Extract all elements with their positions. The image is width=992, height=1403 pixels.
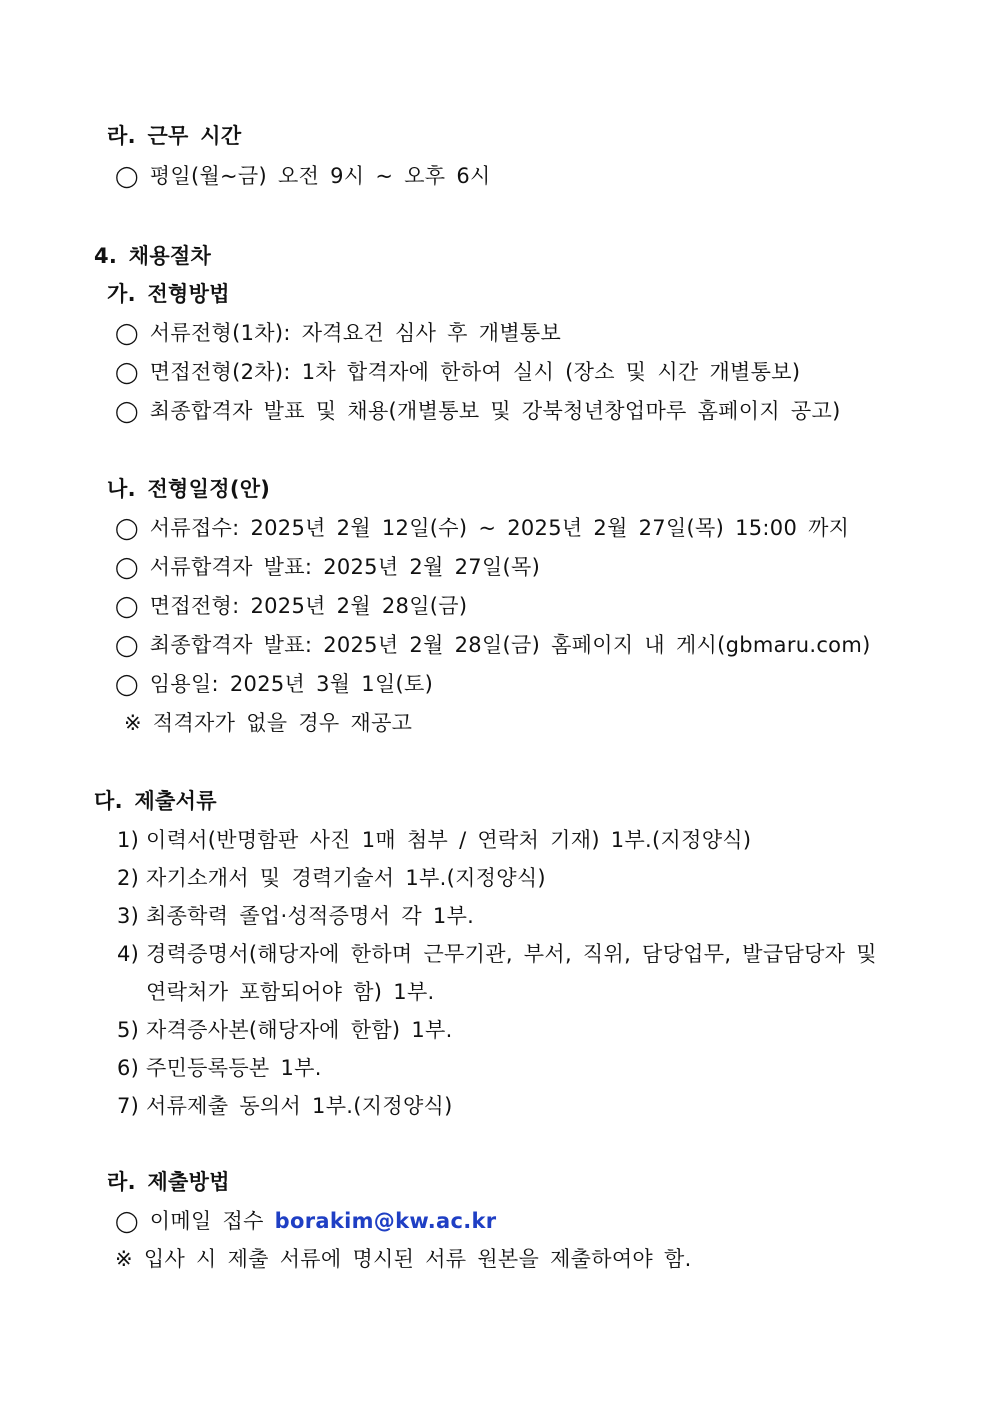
document-item-text: 경력증명서(해당자에 한하며 근무기관, 부서, 직위, 담당업무, 발급담당자 및 [146,942,877,966]
document-item [117,826,751,854]
document-item [117,1054,322,1082]
schedule-item: ◯ 임용일: 2025년 3월 1일(토) [115,672,434,696]
selection-method-item: ◯ 최종합격자 발표 및 채용(개별통보 및 강북청년창업마루 홈페이지 공고) [115,399,841,423]
selection-method-heading: 가. 전형방법 [107,282,230,306]
document-item-text: 주민등록등본 1부. [146,1056,322,1080]
document-item-number: 7) [117,1094,140,1118]
selection-method-item: ◯ 면접전형(2차): 1차 합격자에 한하여 실시 (장소 및 시간 개별통보) [115,360,801,384]
selection-method-item: ◯ 서류전형(1차): 자격요건 심사 후 개별통보 [115,321,562,345]
schedule-note: ※ 적격자가 없을 경우 재공고 [124,711,413,735]
document-item [117,1016,453,1044]
work-hours-heading: 라. 근무 시간 [107,124,242,148]
document-item-number: 2) [117,866,140,890]
schedule-heading: 나. 전형일정(안) [107,477,271,501]
schedule-item: ◯ 서류합격자 발표: 2025년 2월 27일(목) [115,555,541,579]
schedule-item: ◯ 서류접수: 2025년 2월 12일(수) ~ 2025년 2월 27일(목) 15:00 까지 [115,516,850,540]
document-item [117,864,546,892]
document-item-number: 5) [117,1018,140,1042]
document-item-number: 6) [117,1056,140,1080]
submission-email-link[interactable]: borakim@kw.ac.kr [274,1209,497,1233]
document-item-number: 3) [117,904,140,928]
document-item [117,1092,453,1120]
document-item [117,902,474,930]
document-item-text: 최종학력 졸업·성적증명서 각 1부. [146,904,475,928]
section4-heading: 4. 채용절차 [94,244,212,268]
work-hours-item: ◯ 평일(월~금) 오전 9시 ~ 오후 6시 [115,164,491,188]
schedule-item: ◯ 최종합격자 발표: 2025년 2월 28일(금) 홈페이지 내 게시(gbmaru.com) [115,633,871,657]
documents-heading: 다. 제출서류 [94,789,217,813]
submission-note: ※ 입사 시 제출 서류에 명시된 서류 원본을 제출하여야 함. [115,1247,692,1271]
document-item-number: 1) [117,828,140,852]
document-item-text: 자기소개서 및 경력기술서 1부.(지정양식) [146,866,546,890]
schedule-item: ◯ 면접전형: 2025년 2월 28일(금) [115,594,468,618]
document-item [117,940,877,968]
document-item-text: 서류제출 동의서 1부.(지정양식) [146,1094,453,1118]
document-item-text: 이력서(반명함판 사진 1매 첨부 / 연락처 기재) 1부.(지정양식) [146,828,752,852]
document-item-continuation: 연락처가 포함되어야 함) 1부. [146,980,435,1004]
document-item-text: 자격증사본(해당자에 한함) 1부. [146,1018,453,1042]
submission-item [115,1207,496,1235]
submission-item-prefix: ◯ 이메일 접수 [115,1209,264,1233]
submission-heading: 라. 제출방법 [107,1170,230,1194]
document-item-number: 4) [117,942,140,966]
